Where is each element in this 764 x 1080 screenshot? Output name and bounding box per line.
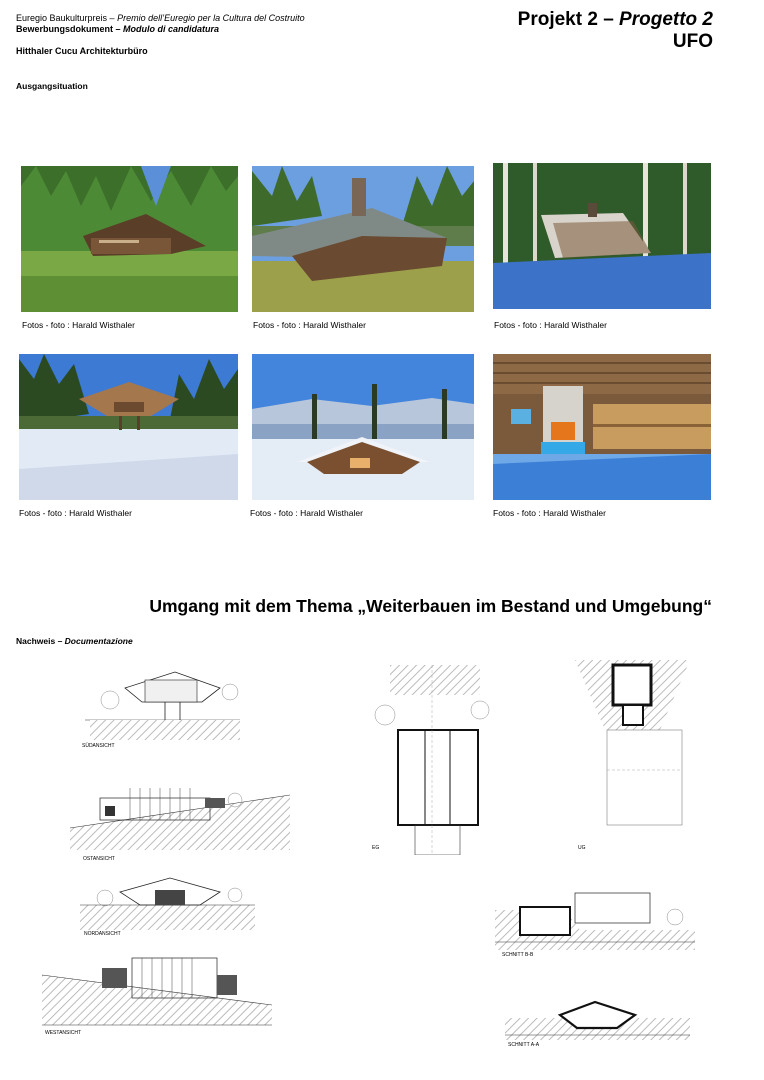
drawing-nordansicht xyxy=(80,870,255,930)
cabin-summer-photo xyxy=(21,166,238,312)
photo-credit-2: Fotos - foto : Harald Wisthaler xyxy=(253,320,366,330)
label-eg: EG xyxy=(372,845,380,851)
section-title-weiterbauen: Umgang mit dem Thema „Weiterbauen im Bestand und Umgebung“ xyxy=(149,596,712,616)
label-schnitt-bb: SCHNITT B-B xyxy=(502,952,534,958)
label-nordansicht: NORDANSICHT xyxy=(84,931,121,937)
drawing-westansicht xyxy=(42,950,272,1030)
project-title xyxy=(518,9,713,31)
cabin-chimney-photo xyxy=(252,166,474,312)
cabin-winter-photo xyxy=(493,163,711,309)
photo-credit-3: Fotos - foto : Harald Wisthaler xyxy=(494,320,607,330)
section-label-ausgangsituation: Ausgangsituation xyxy=(16,81,88,91)
nachweis-prefix: Nachweis – xyxy=(16,636,65,646)
drawing-schnitt-bb xyxy=(495,885,695,950)
photo-credit-5: Fotos - foto : Harald Wisthaler xyxy=(250,508,363,518)
label-ug: UG xyxy=(578,845,586,851)
header-line-1-prefix: Euregio Baukulturpreis – xyxy=(16,13,118,23)
drawing-suedansicht xyxy=(80,660,250,755)
photo-credit-1: Fotos - foto : Harald Wisthaler xyxy=(22,320,135,330)
sauna-interior-photo xyxy=(493,354,711,500)
ufo-winter-photo xyxy=(19,354,238,500)
project-title-prefix: Projekt 2 – xyxy=(517,9,620,30)
project-title-italic: Progetto 2 xyxy=(619,9,713,30)
header-line-2-italic: Modulo di candidatura xyxy=(123,24,220,34)
project-name: UFO xyxy=(672,31,713,52)
nachweis-italic: Documentazione xyxy=(64,636,133,646)
label-westansicht: WESTANSICHT xyxy=(45,1030,82,1036)
label-suedansicht: SÜDANSICHT xyxy=(82,743,115,749)
header-line-2-prefix: Bewerbungsdokument – xyxy=(16,24,124,34)
header-line-1-italic: Premio dell’Euregio per la Cultura del Costruito xyxy=(117,13,305,23)
section-label-nachweis xyxy=(16,636,133,646)
label-ostansicht: OSTANSICHT xyxy=(83,856,115,862)
drawing-eg-plan xyxy=(370,660,495,855)
photo-credit-4: Fotos - foto : Harald Wisthaler xyxy=(19,508,132,518)
drawing-schnitt-aa xyxy=(505,990,690,1040)
drawing-ug-plan xyxy=(575,660,690,855)
photo-credit-6: Fotos - foto : Harald Wisthaler xyxy=(493,508,606,518)
header-line-2 xyxy=(16,24,219,35)
ufo-valley-photo xyxy=(252,354,474,500)
label-schnitt-aa: SCHNITT A-A xyxy=(508,1042,540,1048)
office-name: Hitthaler Cucu Architekturbüro xyxy=(16,46,148,56)
header-line-1 xyxy=(16,13,305,24)
drawing-ostansicht xyxy=(70,780,290,850)
